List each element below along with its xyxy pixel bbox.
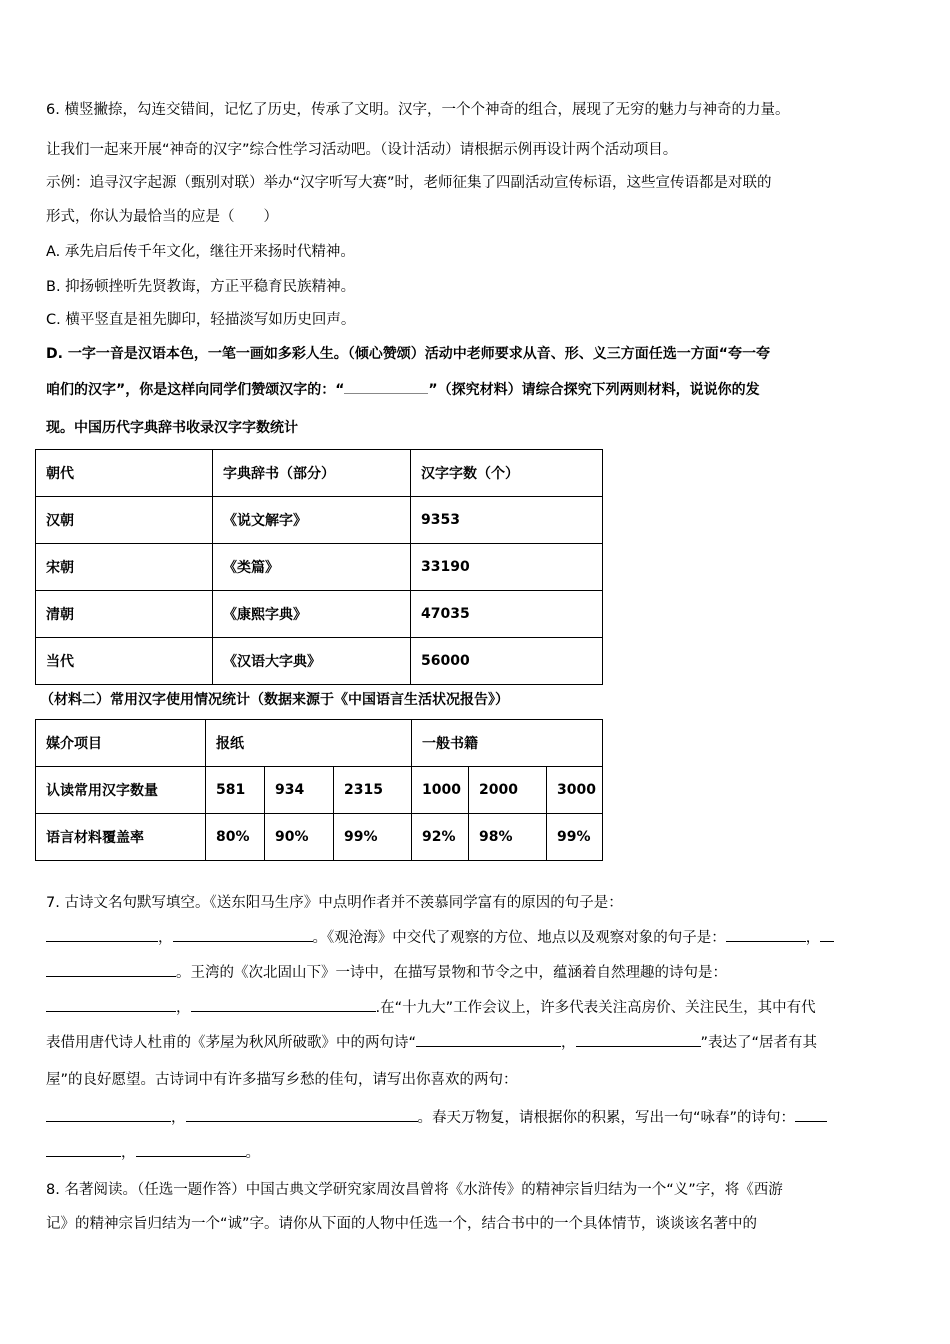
answer-blank[interactable] (173, 927, 313, 942)
cell: 语言材料覆盖率 (36, 814, 206, 861)
text: 咱们的汉字”，你是这样向同学们赞颂汉字的：“ (46, 382, 345, 398)
answer-blank[interactable] (46, 1142, 121, 1157)
table-dictionary-stats (35, 449, 603, 685)
cell: 《汉语大字典》 (213, 638, 411, 685)
answer-blank[interactable] (186, 1107, 418, 1122)
text: 表借用唐代诗人杜甫的《茅屋为秋风所破歌》中的两句诗“ (46, 1035, 417, 1051)
answer-blank[interactable] (46, 997, 176, 1012)
cell: 2315 (334, 767, 412, 814)
q6-line: 示例：追寻汉字起源（甄别对联）举办“汉字听写大赛”时，老师征集了四副活动宣传标语，这些宣传语都是对联的 (46, 175, 772, 191)
table-row (36, 544, 603, 591)
answer-blank[interactable] (820, 927, 834, 942)
text: 。春天万物复，请根据你的积累，写出一句“咏春”的诗句： (417, 1110, 796, 1126)
answer-blank[interactable] (46, 927, 158, 942)
cell: 1000 (412, 767, 469, 814)
text: ， (561, 1035, 576, 1051)
material-two-title: （材料二）常用汉字使用情况统计（数据来源于《中国语言生活状况报告》） (40, 692, 509, 708)
table-header-row (36, 450, 603, 497)
q6-line: 形式，你认为最恰当的应是（ ） (46, 209, 278, 225)
q6-line: 现。中国历代字典辞书收录汉字字数统计 (46, 420, 298, 436)
answer-blank[interactable] (136, 1142, 246, 1157)
header-cell: 媒介项目 (36, 720, 206, 767)
q7-line (46, 927, 834, 948)
answer-blank[interactable] (416, 1032, 561, 1047)
table-row (36, 638, 603, 685)
cell: 99% (547, 814, 603, 861)
q8-line: 记》的精神宗旨归结为一个“诚”字。请你从下面的人物中任选一个，结合书中的一个具体情节，谈谈该名著中的 (46, 1216, 758, 1232)
cell: 《说文解字》 (213, 497, 411, 544)
cell: 汉朝 (36, 497, 213, 544)
table-header-row (36, 720, 603, 767)
answer-blank[interactable] (191, 997, 376, 1012)
q7-line (46, 1032, 817, 1053)
cell: 认读常用汉字数量 (36, 767, 206, 814)
cell: 清朝 (36, 591, 213, 638)
q6-line: 6. 横竖撇捺，勾连交错间，记忆了历史，传承了文明。汉字，一个个神奇的组合，展现了无穷的魅力与神奇的力量。 (46, 102, 790, 118)
cell: 90% (265, 814, 334, 861)
table-usage-stats (35, 719, 603, 861)
text: ”表达了“居者有其 (700, 1035, 818, 1051)
text: ， (171, 1110, 186, 1126)
cell: 3000 (547, 767, 603, 814)
q7-line (46, 997, 816, 1018)
table-row (36, 814, 603, 861)
answer-blank[interactable] (795, 1107, 827, 1122)
answer-blank[interactable] (46, 1107, 171, 1122)
header-cell: 字典辞书（部分） (213, 450, 411, 497)
answer-blank[interactable] (576, 1032, 701, 1047)
option-c: C. 横平竖直是祖先脚印，轻描淡写如历史回声。 (46, 312, 356, 328)
text: 。王湾的《次北固山下》一诗中，在描写景物和节令之中，蕴涵着自然理趣的诗句是： (176, 965, 727, 981)
cell: 当代 (36, 638, 213, 685)
table-row (36, 591, 603, 638)
text: ， (121, 1145, 136, 1161)
option-d: D. 一字一音是汉语本色，一笔一画如多彩人生。（倾心赞颂）活动中老师要求从音、形、义三方面任选一方面“夸一夸 (46, 346, 771, 362)
cell: 56000 (411, 638, 603, 685)
text: ”（探究材料）请综合探究下列两则材料，说说你的发 (428, 382, 760, 398)
cell: 934 (265, 767, 334, 814)
table-row (36, 497, 603, 544)
cell: 47035 (411, 591, 603, 638)
q6-line (46, 379, 760, 400)
q8-line: 8. 名著阅读。（任选一题作答）中国古典文学研究家周汝昌曾将《水浒传》的精神宗旨归结为一个“义”字，将《西游 (46, 1182, 783, 1198)
cell: 宋朝 (36, 544, 213, 591)
cell: 98% (469, 814, 547, 861)
cell: 《类篇》 (213, 544, 411, 591)
cell: 99% (334, 814, 412, 861)
cell: 9353 (411, 497, 603, 544)
answer-blank[interactable] (726, 927, 806, 942)
text: 。《观沧海》中交代了观察的方位、地点以及观察对象的句子是： (312, 930, 726, 946)
text: .在“十九大”工作会议上，许多代表关注高房价、关注民生，其中有代 (375, 1000, 816, 1016)
text: 。 (245, 1145, 260, 1161)
header-cell: 朝代 (36, 450, 213, 497)
q7-line: 7. 古诗文名句默写填空。《送东阳马生序》中点明作者并不羡慕同学富有的原因的句子是： (46, 895, 623, 911)
option-a: A. 承先启后传千年文化，继往开来扬时代精神。 (46, 244, 355, 260)
cell: 92% (412, 814, 469, 861)
cell: 80% (206, 814, 265, 861)
q7-line: 屋”的良好愿望。古诗词中有许多描写乡愁的佳句，请写出你喜欢的两句： (46, 1072, 518, 1088)
cell: 2000 (469, 767, 547, 814)
answer-blank[interactable] (46, 962, 176, 977)
header-cell: 汉字字数（个） (411, 450, 603, 497)
q7-line (46, 1107, 827, 1128)
header-cell: 报纸 (206, 720, 412, 767)
cell: 《康熙字典》 (213, 591, 411, 638)
cell: 581 (206, 767, 265, 814)
q6-line: 让我们一起来开展“神奇的汉字”综合性学习活动吧。（设计活动）请根据示例再设计两个活动项目。 (46, 142, 678, 158)
cell: 33190 (411, 544, 603, 591)
table-row (36, 767, 603, 814)
q7-line (46, 962, 727, 983)
text: ， (805, 930, 821, 946)
text: ， (158, 930, 173, 946)
q7-line (46, 1142, 260, 1163)
option-b: B. 抑扬顿挫听先贤教诲，方正平稳育民族精神。 (46, 279, 356, 295)
text: ， (176, 1000, 191, 1016)
answer-blank[interactable] (344, 379, 428, 394)
header-cell: 一般书籍 (412, 720, 603, 767)
